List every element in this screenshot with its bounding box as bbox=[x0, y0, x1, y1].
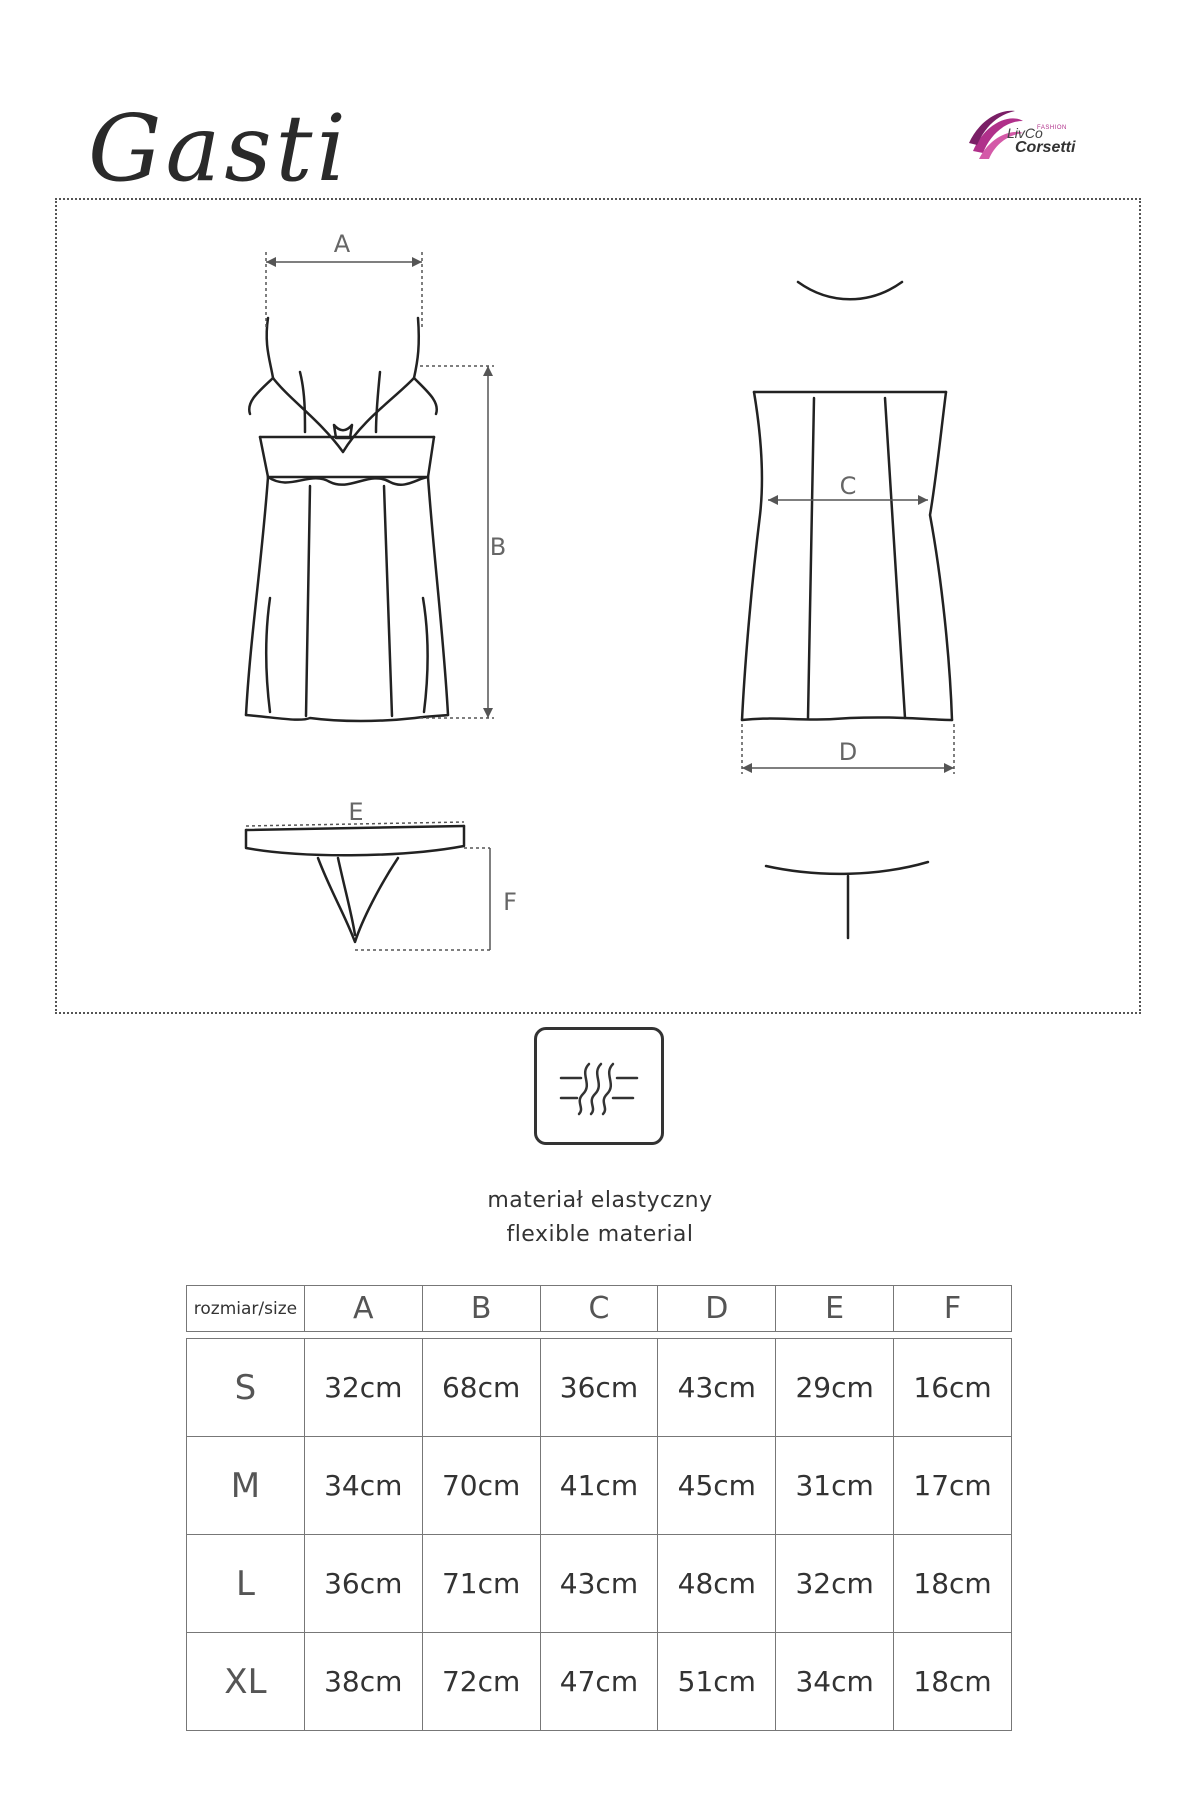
material-label-en: flexible material bbox=[506, 1222, 694, 1247]
material-label-pl: materiał elastyczny bbox=[487, 1188, 713, 1213]
elastic-material-icon bbox=[534, 1027, 664, 1145]
size-cell: 72cm bbox=[422, 1633, 540, 1731]
size-name: M bbox=[187, 1437, 305, 1535]
logo-line2: Corsetti bbox=[1015, 139, 1076, 156]
size-cell: 68cm bbox=[422, 1339, 540, 1437]
size-cell: 34cm bbox=[776, 1633, 894, 1731]
table-row bbox=[187, 1535, 1012, 1633]
size-cell: 34cm bbox=[304, 1437, 422, 1535]
size-column-header: C bbox=[540, 1286, 658, 1332]
front-chemise-drawing bbox=[246, 318, 448, 721]
size-column-header: E bbox=[776, 1286, 894, 1332]
size-name: XL bbox=[187, 1633, 305, 1731]
size-cell: 18cm bbox=[894, 1633, 1012, 1731]
size-table-corner: rozmiar/size bbox=[187, 1286, 305, 1332]
dim-label-d: D bbox=[838, 738, 858, 766]
dim-label-e: E bbox=[348, 798, 364, 826]
size-column-header: A bbox=[304, 1286, 422, 1332]
size-column-header: B bbox=[422, 1286, 540, 1332]
size-cell: 36cm bbox=[304, 1535, 422, 1633]
size-cell: 71cm bbox=[422, 1535, 540, 1633]
size-cell: 70cm bbox=[422, 1437, 540, 1535]
logo-line1-sub: FASHION bbox=[1037, 125, 1067, 131]
table-row bbox=[187, 1339, 1012, 1437]
size-cell: 45cm bbox=[658, 1437, 776, 1535]
dim-label-f: F bbox=[503, 888, 517, 916]
dim-label-b: B bbox=[489, 533, 507, 561]
front-thong-drawing bbox=[246, 826, 464, 942]
size-cell: 17cm bbox=[894, 1437, 1012, 1535]
size-column-header: D bbox=[658, 1286, 776, 1332]
logo-line1: LivCo bbox=[1007, 125, 1043, 141]
size-cell: 41cm bbox=[540, 1437, 658, 1535]
size-cell: 38cm bbox=[304, 1633, 422, 1731]
dim-label-a: A bbox=[333, 230, 351, 258]
product-title: Gasti bbox=[88, 95, 350, 202]
size-table-body bbox=[186, 1338, 1012, 1731]
size-cell: 47cm bbox=[540, 1633, 658, 1731]
size-cell: 18cm bbox=[894, 1535, 1012, 1633]
table-row bbox=[187, 1437, 1012, 1535]
size-cell: 32cm bbox=[776, 1535, 894, 1633]
size-cell: 48cm bbox=[658, 1535, 776, 1633]
back-thong-drawing bbox=[766, 862, 928, 938]
size-cell: 43cm bbox=[540, 1535, 658, 1633]
size-cell: 43cm bbox=[658, 1339, 776, 1437]
size-cell: 16cm bbox=[894, 1339, 1012, 1437]
size-name: S bbox=[187, 1339, 305, 1437]
dim-label-c: C bbox=[839, 472, 857, 500]
size-cell: 31cm bbox=[776, 1437, 894, 1535]
size-cell: 36cm bbox=[540, 1339, 658, 1437]
table-row bbox=[187, 1633, 1012, 1731]
size-table-header-row bbox=[187, 1286, 1012, 1332]
size-cell: 32cm bbox=[304, 1339, 422, 1437]
size-cell: 51cm bbox=[658, 1633, 776, 1731]
size-cell: 29cm bbox=[776, 1339, 894, 1437]
size-name: L bbox=[187, 1535, 305, 1633]
size-column-header: F bbox=[894, 1286, 1012, 1332]
size-table-header bbox=[186, 1285, 1012, 1332]
